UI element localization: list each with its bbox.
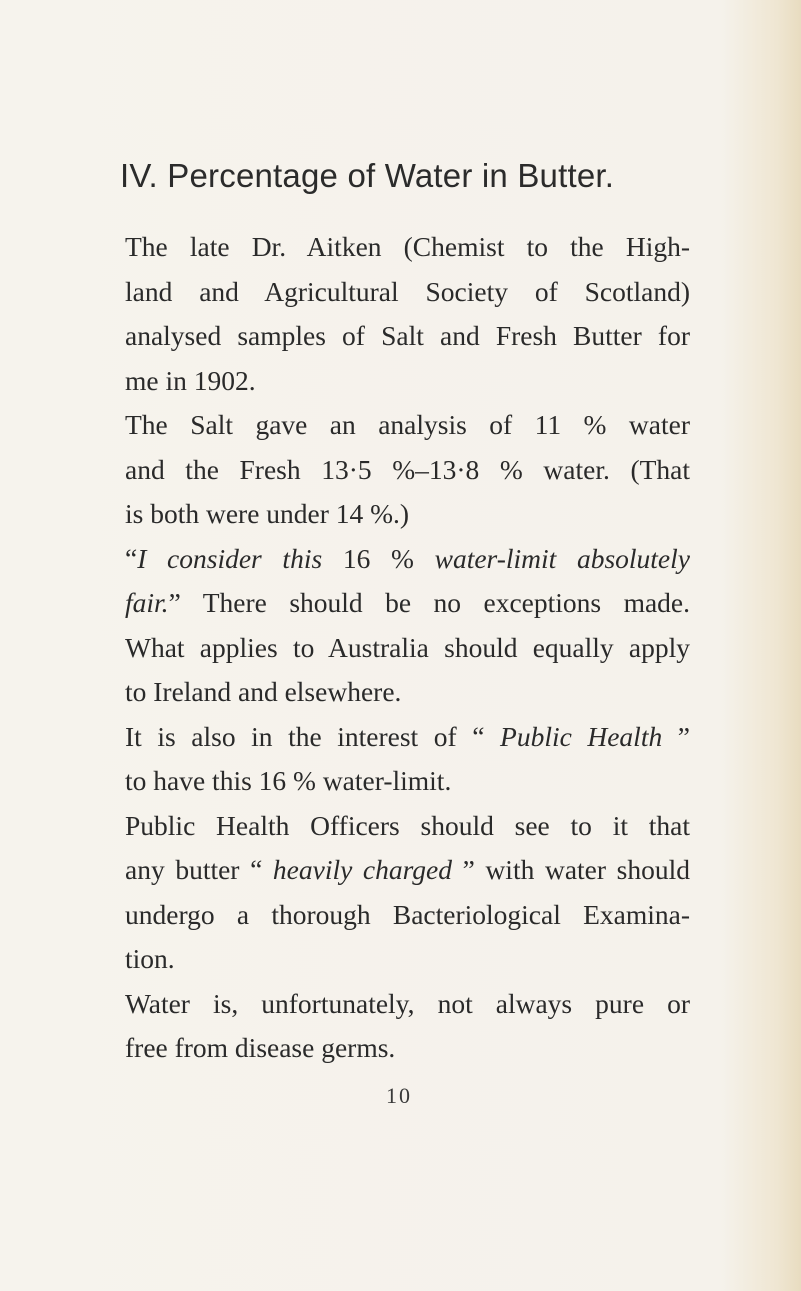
text-line: Water is, unfortunately, not always pure or <box>125 987 690 1019</box>
text-line-quote <box>125 537 690 582</box>
text-line: undergo a thorough Bacteriological Examina- <box>125 898 690 930</box>
text-line: and the Fresh 13·5 %–13·8 % water. (That <box>125 453 690 485</box>
text-segment: ” There should be no exceptions made. <box>168 587 690 618</box>
close-quote: ” <box>662 720 690 752</box>
text-segment: ” with water should <box>452 854 690 885</box>
text-line: The Salt gave an analysis of 11 % water <box>125 409 690 440</box>
quote-number: 16 % <box>322 542 435 574</box>
text-line: Public Health Officers should see to it that <box>125 809 690 841</box>
italic-quote: heavily charged <box>272 854 453 885</box>
text-segment: It is also in the interest of “ <box>125 720 501 752</box>
text-line: tion. <box>125 943 175 974</box>
text-line: me in 1902. <box>125 364 256 396</box>
text-line: The late Dr. Aitken (Chemist to the High- <box>125 231 690 262</box>
italic-quote: fair. <box>125 587 169 618</box>
text-line: to Ireland and elsewhere. <box>125 676 402 707</box>
text-line: What applies to Australia should equally apply <box>125 631 690 663</box>
italic-quote: Public Health <box>500 720 663 752</box>
italic-quote: water-limit absolutely <box>434 542 690 574</box>
section-heading: IV. Percentage of Water in Butter. <box>120 157 615 194</box>
text-line: analysed samples of Salt and Fresh Butter for <box>125 320 690 351</box>
text-line: is both were under 14 %.) <box>125 498 410 529</box>
text-line: land and Agricultural Society of Scotland) <box>125 275 690 307</box>
italic-quote: I consider this <box>137 542 323 574</box>
open-quote: “ <box>125 542 138 574</box>
text-line-quote <box>125 715 690 760</box>
text-line: to have this 16 % water-limit. <box>125 765 452 796</box>
text-line-quote <box>125 848 690 893</box>
text-segment: any butter “ <box>125 854 273 885</box>
page-number: 10 <box>386 1083 412 1108</box>
text-line: free from disease germs. <box>125 1032 396 1063</box>
text-line-quote <box>125 581 690 626</box>
body-text <box>125 225 690 1071</box>
